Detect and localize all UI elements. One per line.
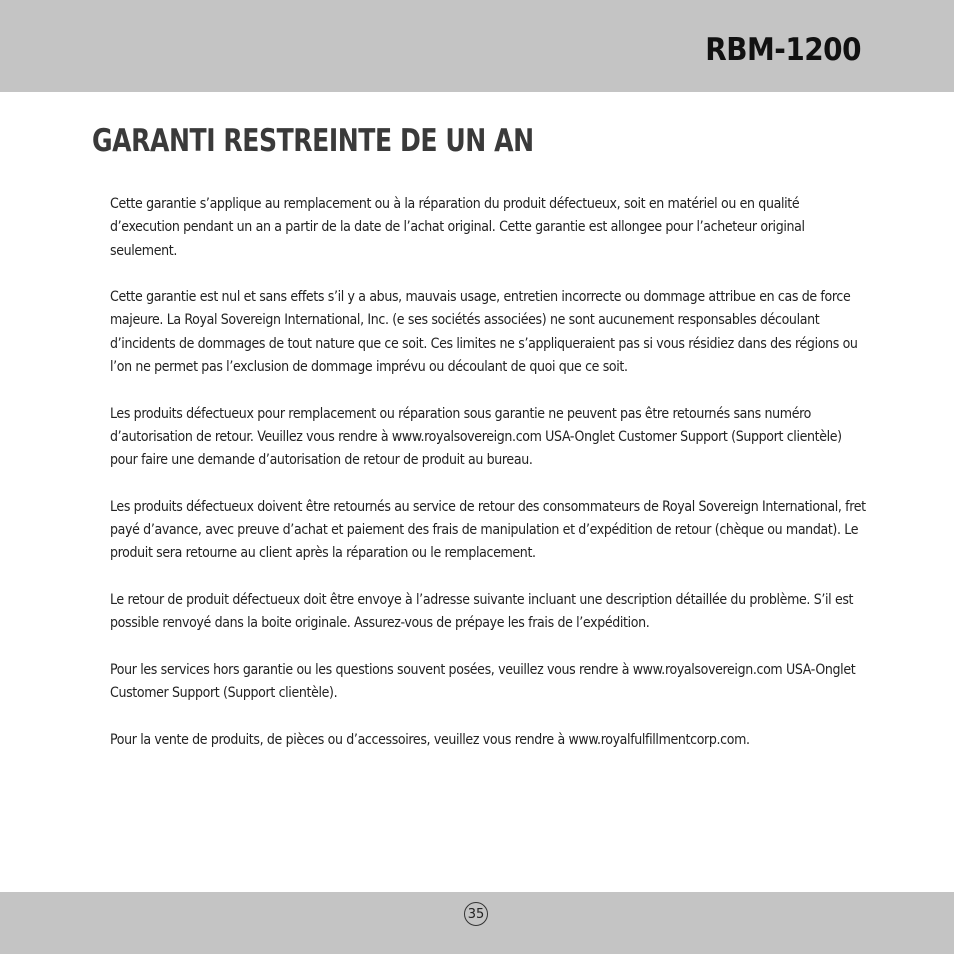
paragraph-scope: Cette garantie s’applique au remplacement ou à la réparation du produit défectueux, soit en matériel ou en qualité d’execution pendant un an a partir de la date de l’achat original. Cette garantie est allongee pour l’acheteur original seulement.	[110, 196, 805, 259]
paragraph-out-of-warranty: Pour les services hors garantie ou les questions souvent posées, veuillez vous rendre à www.royalsovereign.com USA-Onglet Customer Support (Support clientèle).	[110, 661, 856, 702]
page-title: GARANTI RESTREINTE DE UN AN	[92, 123, 534, 159]
paragraph-shipping: Les produits défectueux doivent être retournés au service de retour des consommateurs de Royal Sovereign International, fret payé d’avance, avec preuve d’achat et paiement des frais de manipulation et d’expédition de retour (chèque ou mandat). Le produit sera retourne au client après la réparation ou le remplacement.	[110, 498, 866, 562]
header-band	[0, 0, 954, 92]
paragraph-return-address: Le retour de produit défectueux doit être envoye à l’adresse suivante incluant une description détaillée du problème. S’il est possible renvoyé dans la boite originale. Assurez-vous de prépaye les frais de l’expédition.	[110, 592, 854, 632]
model-number: RBM-1200	[705, 32, 861, 68]
paragraph-return-authorization: Les produits défectueux pour remplacement ou réparation sous garantie ne peuvent pas être retournés sans numéro d’autorisation de retour. Veuillez vous rendre à www.royalsovereign.com USA-Onglet Customer Support (Support clientèle) pour faire une demande d’autorisation de retour de produit au bureau.	[110, 405, 842, 469]
paragraph-exclusions: Cette garantie est nul et sans effets s’il y a abus, mauvais usage, entretien incorrecte ou dommage attribue en cas de force majeure. La Royal Sovereign International, Inc. (e ses sociétés associées) ne sont aucunement responsables découlant d’incidents de dommages de tout nature que ce soit. Ces limites ne s’appliqueraient pas si vous résidiez dans des régions ou l’on ne permet pas l’exclusion de dommage imprévu ou découlant de quoi que ce soit.	[110, 289, 858, 376]
paragraph-parts-sales: Pour la vente de produits, de pièces ou d’accessoires, veuillez vous rendre à www.royalfulfillmentcorp.com.	[110, 731, 750, 748]
warranty-body	[110, 193, 870, 775]
page-number-badge: 35	[464, 902, 488, 926]
